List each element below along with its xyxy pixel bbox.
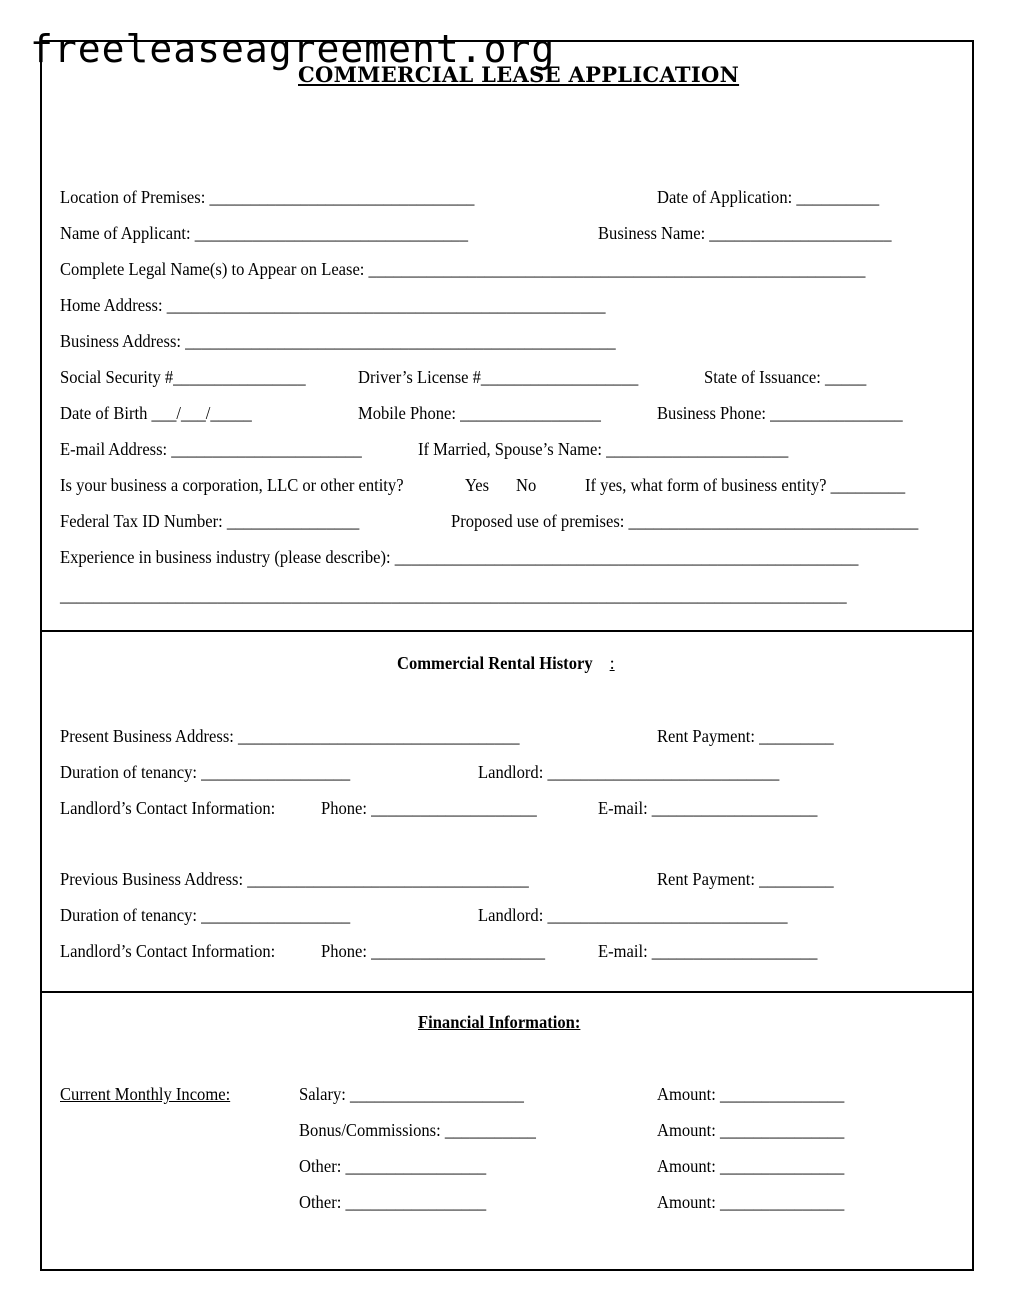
entity-question: Is your business a corporation, LLC or other entity?	[60, 475, 404, 495]
previous-landlord-contact-label: Landlord’s Contact Information:	[60, 941, 276, 961]
present-duration-field[interactable]: Duration of tenancy: __________________	[60, 762, 351, 782]
entity-form-field[interactable]: If yes, what form of business entity? _________	[585, 475, 906, 495]
business-phone-field[interactable]: Business Phone: ________________	[657, 403, 903, 423]
present-landlord-email-field[interactable]: E-mail: ____________________	[598, 798, 818, 818]
spouse-name-field[interactable]: If Married, Spouse’s Name: ______________________	[418, 439, 789, 459]
social-security-field[interactable]: Social Security #________________	[60, 367, 306, 387]
salary-field[interactable]: Salary: _____________________	[299, 1084, 524, 1104]
other-income-field-1[interactable]: Other: _________________	[299, 1156, 487, 1176]
other-amount-field-1[interactable]: Amount: _______________	[657, 1156, 845, 1176]
present-landlord-contact-label: Landlord’s Contact Information:	[60, 798, 276, 818]
section-divider-1	[40, 630, 974, 632]
watermark-text: freeleaseagreement.org	[30, 27, 556, 71]
mobile-phone-field[interactable]: Mobile Phone: _________________	[358, 403, 601, 423]
business-address-field[interactable]: Business Address: ____________________________________________________	[60, 331, 616, 351]
current-monthly-income-label: Current Monthly Income:	[60, 1084, 231, 1104]
form-title: COMMERCIAL LEASE APPLICATION	[298, 62, 740, 87]
experience-field[interactable]: Experience in business industry (please describe): ________________________________________________________	[60, 547, 859, 567]
home-address-field[interactable]: Home Address: _____________________________________________________	[60, 295, 606, 315]
federal-tax-id-field[interactable]: Federal Tax ID Number: ________________	[60, 511, 360, 531]
previous-landlord-phone-field[interactable]: Phone: _____________________	[321, 941, 546, 961]
drivers-license-field[interactable]: Driver’s License #___________________	[358, 367, 639, 387]
date-of-application-field[interactable]: Date of Application: __________	[657, 187, 880, 207]
financial-info-heading: Financial Information:	[418, 1012, 581, 1032]
proposed-use-field[interactable]: Proposed use of premises: ___________________________________	[451, 511, 919, 531]
rental-history-heading	[397, 653, 615, 674]
legal-names-field[interactable]: Complete Legal Name(s) to Appear on Lease: ____________________________________________________________	[60, 259, 866, 279]
bonus-commissions-field[interactable]: Bonus/Commissions: ___________	[299, 1120, 536, 1140]
state-of-issuance-field[interactable]: State of Issuance: _____	[704, 367, 867, 387]
previous-business-address-field[interactable]: Previous Business Address: __________________________________	[60, 869, 529, 889]
entity-no-option[interactable]: No	[516, 475, 537, 495]
present-business-address-field[interactable]: Present Business Address: __________________________________	[60, 726, 520, 746]
entity-yes-option[interactable]: Yes	[465, 475, 490, 495]
previous-rent-payment-field[interactable]: Rent Payment: _________	[657, 869, 834, 889]
salary-amount-field[interactable]: Amount: _______________	[657, 1084, 845, 1104]
rental-history-heading-text: Commercial Rental History	[397, 653, 593, 673]
name-of-applicant-field[interactable]: Name of Applicant: _________________________________	[60, 223, 468, 243]
previous-duration-field[interactable]: Duration of tenancy: __________________	[60, 905, 351, 925]
present-rent-payment-field[interactable]: Rent Payment: _________	[657, 726, 834, 746]
email-address-field[interactable]: E-mail Address: _______________________	[60, 439, 362, 459]
other-income-field-2[interactable]: Other: _________________	[299, 1192, 487, 1212]
present-landlord-field[interactable]: Landlord: ____________________________	[478, 762, 780, 782]
previous-landlord-email-field[interactable]: E-mail: ____________________	[598, 941, 818, 961]
rental-history-heading-colon: :	[609, 653, 615, 673]
date-of-birth-field[interactable]: Date of Birth ___/___/_____	[60, 403, 252, 423]
bonus-amount-field[interactable]: Amount: _______________	[657, 1120, 845, 1140]
previous-landlord-field[interactable]: Landlord: _____________________________	[478, 905, 788, 925]
section-divider-2	[40, 991, 974, 993]
business-name-field[interactable]: Business Name: ______________________	[598, 223, 892, 243]
experience-line-field[interactable]: _______________________________________________________________________________________________	[60, 585, 847, 605]
present-landlord-phone-field[interactable]: Phone: ____________________	[321, 798, 537, 818]
location-of-premises-field[interactable]: Location of Premises: ________________________________	[60, 187, 475, 207]
other-amount-field-2[interactable]: Amount: _______________	[657, 1192, 845, 1212]
